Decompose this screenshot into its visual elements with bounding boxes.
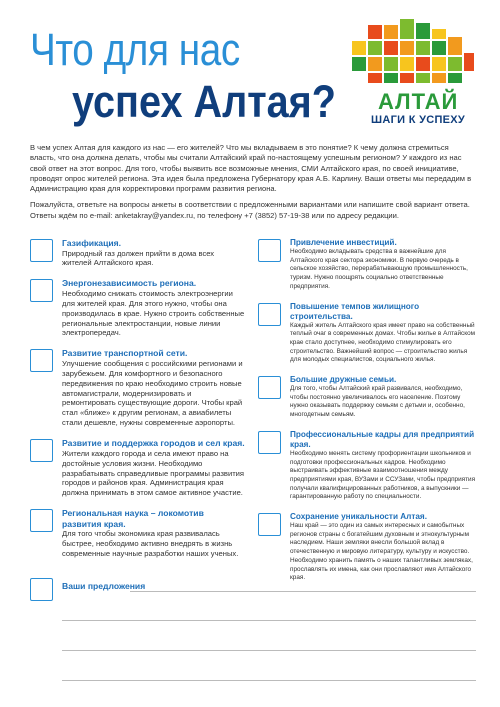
option-text: Природный газ должен прийти в дома всех жителей Алтайского края. bbox=[62, 248, 215, 268]
right-options-column bbox=[258, 238, 478, 583]
page-title-line2: успех Алтая? bbox=[72, 76, 336, 127]
option-text: Каждый житель Алтайского края имеет право на собственный теплый очаг в современных домах. Чтобы жилье в Алтайском крае стало доступнее, необходимо стимулировать его строительство. Важнейший вопрос — строительство жилья для молодых специалистов, социального жилья. bbox=[290, 321, 476, 364]
option-text: Необходимо снижать стоимость электроэнергии для жителей края. Для этого нужно, чтобы она производилась в крае. Нужно строить собственные региональные электростанции, новые линии электропередач. bbox=[62, 288, 245, 338]
checkbox[interactable] bbox=[30, 349, 53, 372]
checkbox[interactable] bbox=[258, 513, 281, 536]
option-title: Развитие транспортной сети. bbox=[62, 348, 188, 359]
page-title-line1: Что для нас bbox=[30, 24, 240, 75]
write-in-line[interactable] bbox=[62, 680, 476, 681]
option-title: Профессиональные кадры для предприятий края. bbox=[290, 429, 475, 449]
option-text: Для того, чтобы Алтайский край развивался, необходимо, чтобы постоянно увеличивалось его население. Поэтому нужно оказывать поддержку семьям с детьми и, особенно, многодетным семьям. bbox=[290, 385, 465, 419]
option-altai-uniqueness bbox=[258, 512, 478, 583]
option-families bbox=[258, 375, 478, 420]
option-housing bbox=[258, 302, 478, 366]
option-text: Наш край — это один из самых интересных и самобытных регионов страны с богатейшим духовным и этнокультурным наследием. Наши земляки внесли большой вклад в отечественную и мировую литературу, культуру и искусство. Необходимо хранить память о наших талантливых земляках, прославлять их имена, как они прославляют имя Алтайского края. bbox=[290, 522, 473, 582]
checkbox[interactable] bbox=[30, 509, 53, 532]
option-title: Энергонезависимость региона. bbox=[62, 278, 197, 289]
checkbox[interactable] bbox=[30, 578, 53, 601]
checkbox[interactable] bbox=[30, 279, 53, 302]
option-text: Необходимо менять систему профориентации школьников и подготовки профессиональных кадров. Необходимо выстраивать эффективные взаимоотношения между предприятиями края, ВУЗами и ССУЗами, чтобы предприятия получали квалифицированных работников, а выпускники — гарантированную работу по специальности. bbox=[290, 449, 476, 501]
intro-paragraph-1: В чем успех Алтая для каждого из нас — его жителей? Что мы вкладываем в это понятие? К чему должна стремиться власть, что она должна делать, чтобы мы считали Алтайский край по-настоящему успешным регионом? У каждого из нас свой ответ на этот вопрос. Для того, чтобы выявить все возможные мнения, СМИ Алтайского края, по своей инициативе, проводят опрос жителей региона. Эта идея была предложена Губернатору края А.Б. Карлину. Ваши ответы мы передадим в Администрацию края для корректировки программ развития региона. bbox=[30, 143, 472, 194]
checkbox[interactable] bbox=[30, 239, 53, 262]
option-cities-villages bbox=[30, 438, 245, 498]
option-regional-science bbox=[30, 508, 245, 559]
write-in-line[interactable] bbox=[130, 591, 476, 592]
proposals-title: Ваши предложения bbox=[62, 581, 146, 591]
intro-paragraph-2: Пожалуйста, ответьте на вопросы анкеты в соответствии с предложенными вариантами или напишите свой вариант ответа. Ответы ждём по e-mail: anketakray@yandex.ru, по телефону +7 (3852) 57-19-38 или по адресу редакции. bbox=[30, 200, 470, 220]
option-title: Газификация. bbox=[62, 238, 122, 248]
option-title: Региональная наука – локомотив развития края. bbox=[62, 508, 204, 529]
write-in-line[interactable] bbox=[62, 650, 476, 651]
option-title: Развитие и поддержка городов и сел края. bbox=[62, 438, 245, 449]
option-title: Большие дружные семьи. bbox=[290, 375, 397, 385]
option-title: Сохранение уникальности Алтая. bbox=[290, 512, 427, 522]
option-text: Улучшение сообщения с российскими регионами и зарубежьем. Для комфортного и безопасного передвижения по краю необходимо строить новые автомагистрали, модернизировать и ремонтировать существующие дороги. Чтобы край стал «ближе» к другим регионам, а авиабилеты стали дешевле, нужны современные аэропорты. bbox=[62, 358, 243, 428]
option-investments bbox=[258, 238, 478, 292]
option-title: Привлечение инвестиций. bbox=[290, 238, 397, 247]
option-text: Жители каждого города и села имеют право на достойные условия жизни. Необходимо разрабатывать справедливые программы развития городов и районов края. Администрация края должна принимать в этом самое активное участие. bbox=[62, 448, 245, 498]
intro-text bbox=[30, 143, 476, 227]
option-professional-staff bbox=[258, 430, 478, 502]
checkbox[interactable] bbox=[30, 439, 53, 462]
logo-tagline: ШАГИ К УСПЕХУ bbox=[371, 114, 466, 126]
option-energy-independence bbox=[30, 278, 245, 338]
checkbox[interactable] bbox=[258, 239, 281, 262]
option-text: Необходимо вкладывать средства в важнейшие для Алтайского края сектора экономики. В первую очередь в сельское хозяйство, перерабатывающую промышленность, туризм. Нужно поощрять социально ответственные предприятия. bbox=[290, 248, 468, 290]
checkbox[interactable] bbox=[258, 303, 281, 326]
logo-word: АЛТАЙ bbox=[378, 89, 459, 114]
left-options-column bbox=[30, 238, 245, 559]
checkbox[interactable] bbox=[258, 431, 281, 454]
option-text: Для того чтобы экономика края развивалась быстрее, необходимо активно внедрять в жизнь современные научные разработки наших ученых. bbox=[62, 529, 239, 559]
option-transport bbox=[30, 348, 245, 428]
checkbox[interactable] bbox=[258, 376, 281, 399]
option-gasification bbox=[30, 238, 245, 268]
option-title: Повышение темпов жилищного строительства. bbox=[290, 301, 420, 321]
write-in-line[interactable] bbox=[62, 620, 476, 621]
